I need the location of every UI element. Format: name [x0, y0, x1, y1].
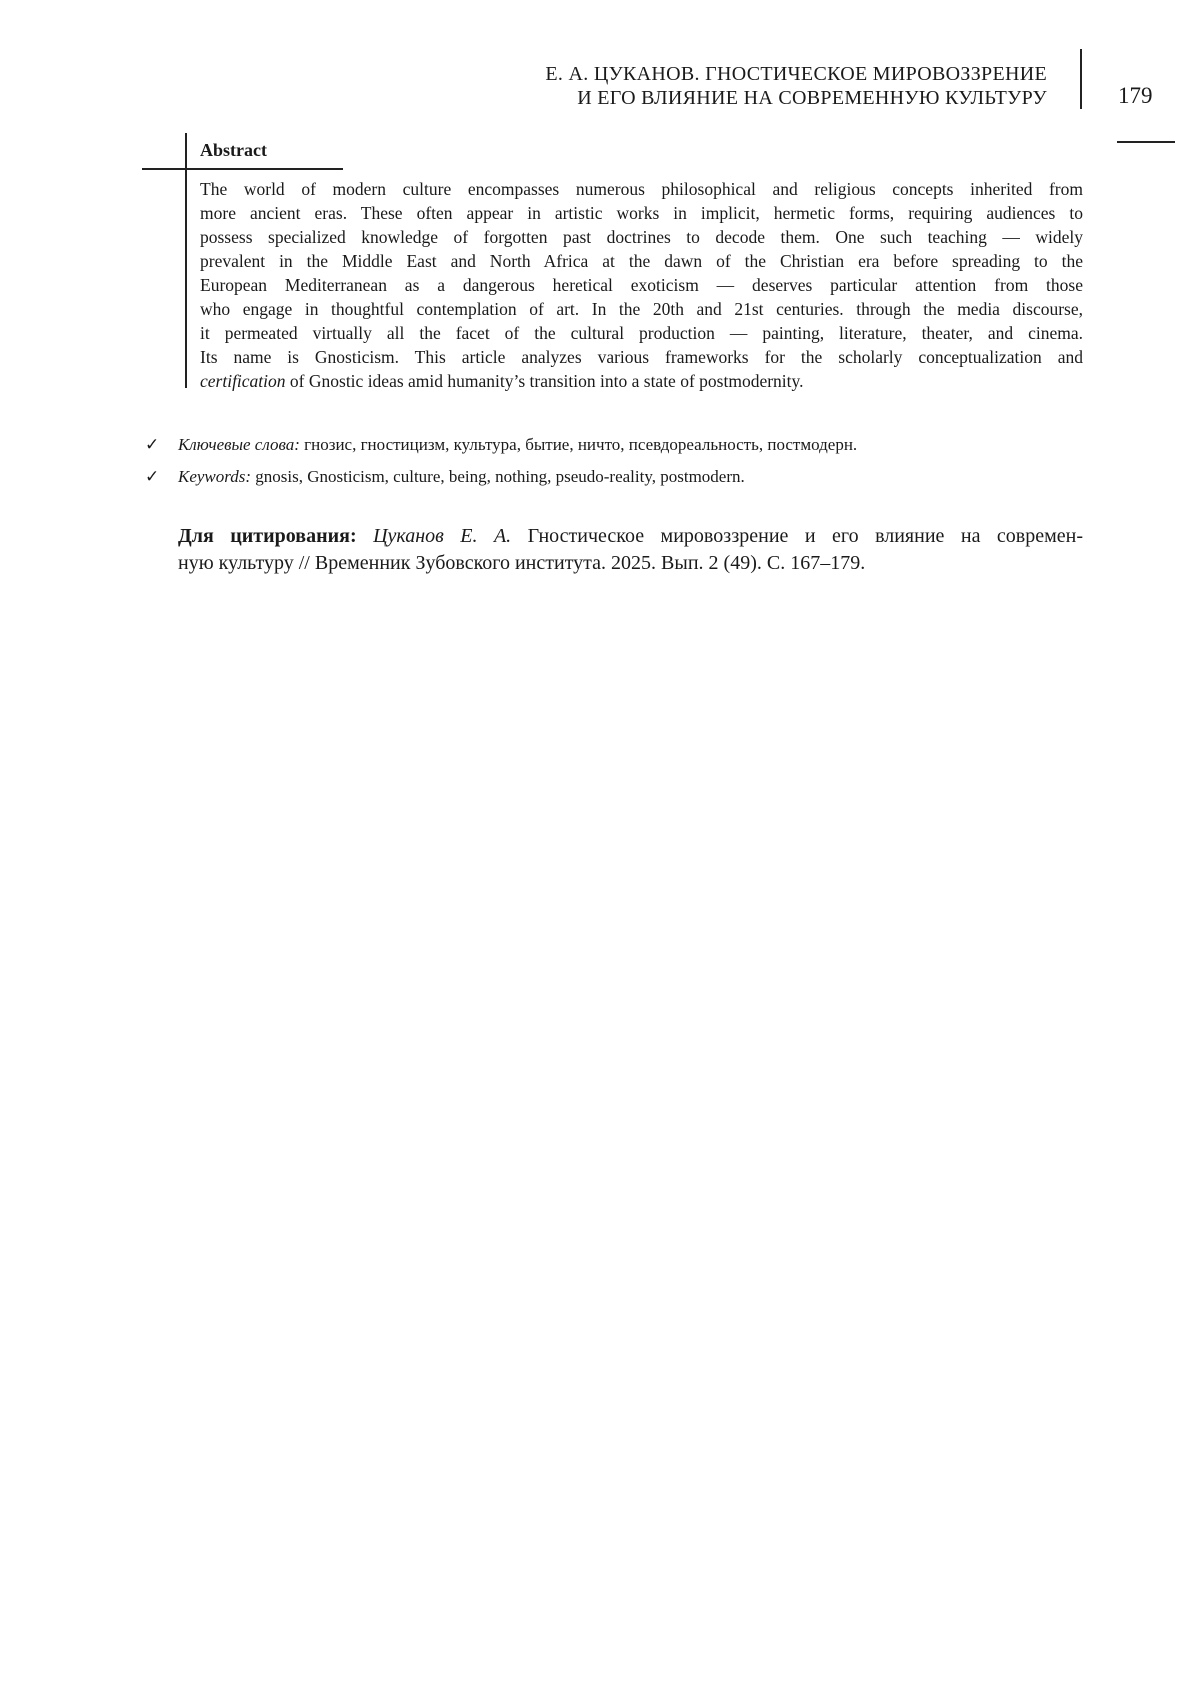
checkmark-icon: ✓: [145, 435, 160, 454]
abstract-line: possess specialized knowledge of forgotten past doctrines to decode them. One such teaching — widely: [200, 227, 1083, 247]
keywords-text: гнозис, гностицизм, культура, бытие, ничто, псевдореальность, постмодерн.: [299, 435, 858, 454]
citation: [178, 523, 1083, 577]
page-number: 179: [1118, 83, 1153, 108]
running-header: [545, 62, 1047, 110]
abstract-heading: Abstract: [200, 140, 267, 160]
abstract-line: more ancient eras. These often appear in artistic works in implicit, hermetic forms, requiring audiences to: [200, 203, 1083, 223]
keywords-text: gnosis, Gnosticism, culture, being, nothing, pseudo-reality, postmodern.: [251, 467, 745, 486]
citation-line: ную культуру // Временник Зубовского института. 2025. Вып. 2 (49). С. 167–179.: [178, 552, 866, 574]
abstract-line: it permeated virtually all the facet of the cultural production — painting, literature, theater, and cinema.: [200, 323, 1083, 343]
citation-label: Для цитирования:: [178, 525, 357, 547]
citation-line: [178, 523, 1083, 550]
citation-title: Гностическое мировоззрение и его влияние на современ-: [511, 525, 1083, 547]
abstract-line: who engage in thoughtful contemplation of art. In the 20th and 21st centuries. through the media discourse,: [200, 299, 1083, 319]
abstract-line: prevalent in the Middle East and North Africa at the dawn of the Christian era before spreading to the: [200, 251, 1083, 271]
abstract-vertical-rule: [185, 133, 187, 388]
header-divider: [1080, 49, 1082, 109]
abstract-line-rest: of Gnostic ideas amid humanity’s transition into a state of postmodernity.: [285, 371, 804, 391]
abstract-line: European Mediterranean as a dangerous heretical exoticism — deserves particular attention from those: [200, 275, 1083, 295]
abstract-horizontal-rule: [142, 168, 343, 170]
header-line-2: И ЕГО ВЛИЯНИЕ НА СОВРЕМЕННУЮ КУЛЬТУРУ: [577, 87, 1047, 109]
keywords-ru: [145, 434, 857, 456]
checkmark-icon: ✓: [145, 467, 160, 486]
citation-author: Цуканов Е. А.: [356, 525, 512, 547]
abstract-text: [200, 177, 1083, 393]
keywords-en: [145, 466, 745, 488]
abstract-line: [200, 369, 1083, 393]
keywords-label: Keywords:: [178, 467, 252, 486]
abstract-line: The world of modern culture encompasses numerous philosophical and religious concepts inherited from: [200, 179, 1083, 199]
header-line-1: Е. А. ЦУКАНОВ. ГНОСТИЧЕСКОЕ МИРОВОЗЗРЕНИЕ: [545, 63, 1047, 85]
keywords-label: Ключевые слова:: [178, 435, 300, 454]
page-number-rule: [1117, 141, 1175, 143]
italic-term: certification: [200, 371, 286, 391]
abstract-line: Its name is Gnosticism. This article analyzes various frameworks for the scholarly conceptualization and: [200, 347, 1083, 367]
